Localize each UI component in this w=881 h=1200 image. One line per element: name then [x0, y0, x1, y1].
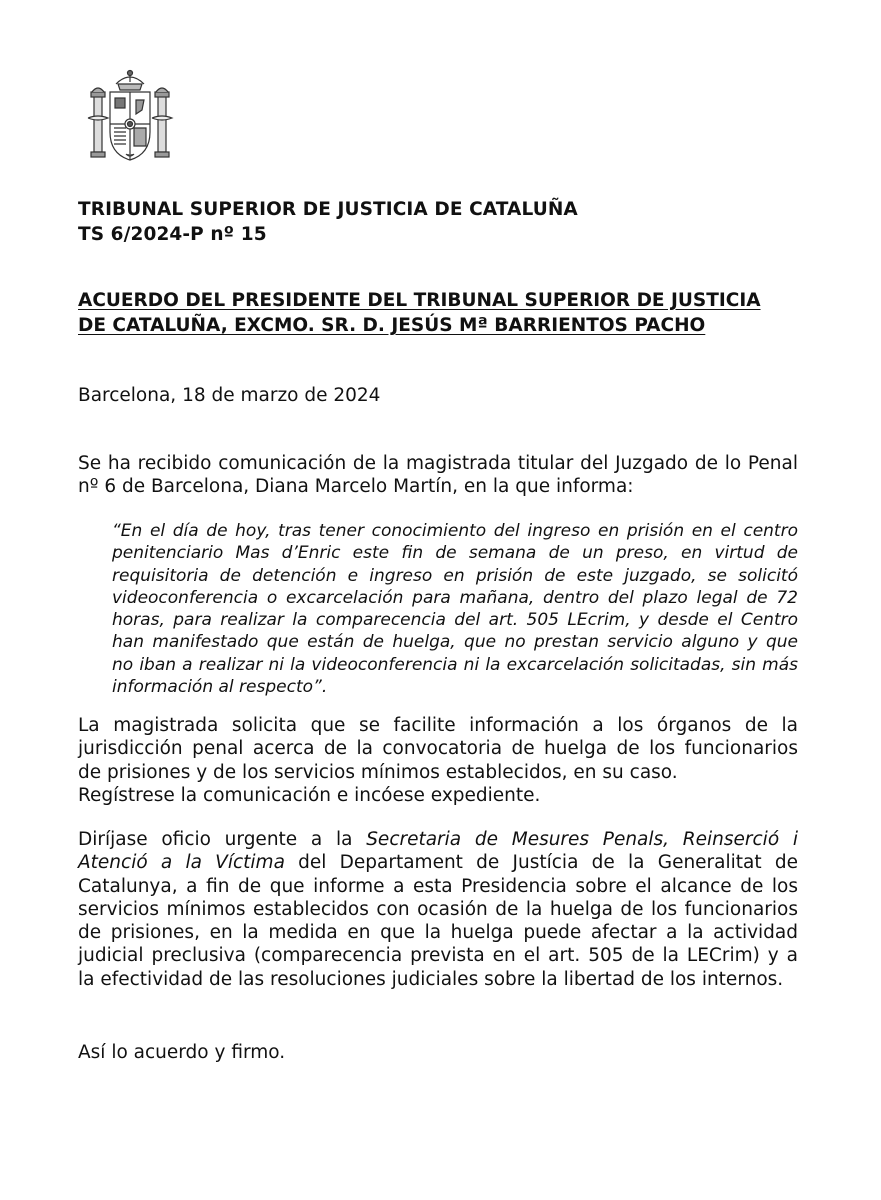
title-line: DE CATALUÑA, EXCMO. SR. D. JESÚS Mª BARRIENTOS PACHO — [78, 315, 706, 336]
text-line: Se ha recibido comunicación de la magistrada titular del Juzgado de lo Penal — [78, 453, 798, 474]
quote-line: requisitoria de detención e ingreso en prisión de este juzgado, se solicitó — [112, 565, 798, 586]
quote-line: han manifestado que están de huelga, que no prestan servicio alguno y que — [112, 632, 798, 653]
text-line: Catalunya, a fin de que informe a esta Presidencia sobre el alcance de los — [78, 875, 798, 897]
quoted-communication — [112, 520, 798, 698]
quote-line: horas, para realizar la comparecencia del art. 505 LEcrim, y desde el Centro — [112, 610, 798, 631]
court-header — [78, 197, 808, 247]
text-segment: del Departament de Justícia de la Generalitat de — [284, 852, 798, 874]
text-line: la efectividad de las resoluciones judiciales sobre la libertad de los internos. — [78, 968, 784, 990]
quote-line: no iban a realizar ni la videoconferencia ni la excarcelación solicitadas, sin más — [112, 654, 798, 675]
text-line: nº 6 de Barcelona, Diana Marcelo Martín, en la que informa: — [78, 476, 634, 498]
text-line — [78, 851, 798, 874]
text-line: judicial preclusiva (comparecencia prevista en el art. 505 de la LECrim) y a — [78, 945, 798, 967]
paragraph-order — [78, 828, 798, 991]
text-line: La magistrada solicita que se facilite información a los órganos de la — [78, 715, 798, 736]
secretaria-name-cont: Atenció a la Víctima — [78, 852, 285, 874]
document-title — [78, 288, 808, 338]
quote-line: información al respecto”. — [112, 677, 328, 698]
text-segment: Diríjase oficio urgente a la — [78, 829, 367, 850]
closing-formula: Así lo acuerdo y firmo. — [78, 1042, 286, 1063]
court-name: TRIBUNAL SUPERIOR DE JUSTICIA DE CATALUÑA — [78, 199, 578, 220]
case-reference: TS 6/2024-P nº 15 — [78, 224, 267, 245]
text-line: servicios mínimos establecidos con ocasión de la huelga de los funcionarios — [78, 898, 798, 920]
text-line: Regístrese la comunicación e incóese expediente. — [78, 784, 541, 806]
coat-of-arms-spain-icon — [86, 66, 174, 166]
quote-line: videoconferencia o excarcelación para mañana, dentro del plazo legal de 72 — [112, 587, 798, 608]
document-date: Barcelona, 18 de marzo de 2024 — [78, 385, 381, 406]
text-line — [78, 828, 798, 851]
secretaria-name: Secretaria de Mesures Penals, Reinserció i — [366, 829, 799, 850]
text-line: de prisiones y de los servicios mínimos establecidos, en su caso. — [78, 761, 678, 783]
text-line: jurisdicción penal acerca de la convocatoria de huelga de los funcionarios — [78, 738, 798, 760]
title-line: ACUERDO DEL PRESIDENTE DEL TRIBUNAL SUPERIOR DE JUSTICIA — [78, 290, 761, 311]
text-line: de prisiones, en la medida en que la huelga puede afectar a la actividad — [78, 922, 798, 944]
quote-line: penitenciario Mas d’Enric este fin de semana de un preso, en virtud de — [112, 543, 798, 564]
paragraph-request — [78, 714, 798, 807]
paragraph-intro — [78, 452, 798, 499]
quote-line: “En el día de hoy, tras tener conocimiento del ingreso en prisión en el centro — [112, 521, 798, 541]
